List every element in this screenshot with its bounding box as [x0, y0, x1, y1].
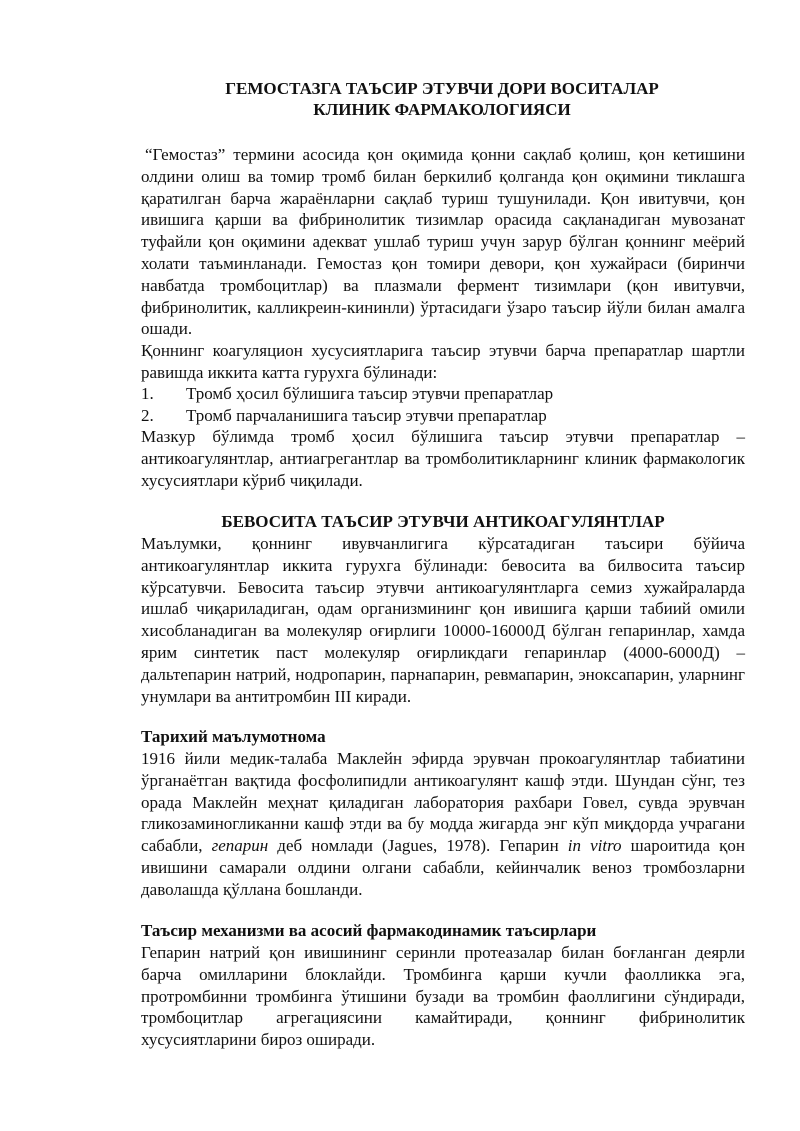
list-item-number: 1. [141, 384, 154, 403]
classification-list [141, 383, 745, 427]
document-title-line1: ГЕМОСТАЗГА ТАЪСИР ЭТУВЧИ ДОРИ ВОСИТАЛАР [225, 79, 659, 98]
history-italic-in-vitro: in vitro [567, 836, 622, 856]
section1-text: Маълумки, қоннинг ивувчанлигига кўрсатадиган таъсири бўйича антикоагулянтлар иккита гурухга бўлинади: бевосита ва билвосита таъсир кўрсатувчи. Бевосита таъсир этувчи антикоагулянтларга семиз хужайраларда ишлаб чиқариладиган, одам организмининг қон ивишига қарши табиий омили хисобланадиган ва молекуляр оғирлиги 10000-16000Д бўлган гепаринлар, хамда ярим синтетик паст молекуляр оғирликдаги гепаринлар (4000-6000Д) – дальтепарин натрий, нодропарин, парнапарин, ревмапарин, эноксапарин, уларнинг унумлари ва антитромбин III киради. [141, 534, 745, 706]
history-italic-heparin: гепарин [211, 836, 269, 856]
list-item-text: Тромб парчаланишига таъсир этувчи препаратлар [186, 405, 547, 425]
list-item [141, 383, 745, 405]
list-item-text: Тромб ҳосил бўлишига таъсир этувчи препаратлар [186, 384, 554, 403]
classification-text: Қоннинг коагуляцион хусусиятларига таъсир этувчи барча препаратлар шартли равишда иккита катта гурухга бўлинади: [141, 341, 745, 382]
history-text-part3: шароитида қон ивишини самарали олдини олгани сабабли, кейинчалик веноз тромбозларни даволашда қўллана бошланди. [141, 836, 745, 899]
section1-heading: БЕВОСИТА ТАЪСИР ЭТУВЧИ АНТИКОАГУЛЯНТЛАР [221, 512, 665, 531]
section1-paragraph [141, 533, 745, 707]
classification-paragraph [141, 340, 745, 384]
list-item-number: 2. [141, 405, 154, 425]
scope-paragraph [141, 426, 745, 491]
history-text-part2: деб номлади (Jagues, 1978). Гепарин [268, 836, 568, 856]
scope-text: Мазкур бўлимда тромб ҳосил бўлишига таъсир этувчи препаратлар – антикоагулянтлар, антиагрегантлар ва тромболитикларнинг клиник фармакологик хусусиятлари кўриб чиқилади. [141, 427, 745, 490]
history-text-part1: 1916 йили медик-талаба Маклейн эфирда эрувчан прокоагулянтлар табиатини ўрганаётган вақтида фосфолипидли антикоагулянт кашф этди. Шундан сўнг, тез орада Маклейн меҳнат қиладиган лаборатория рахбари Говел, сувда эрувчан гликозаминогликанни кашф этди ва бу модда жигарда энг кўп миқдорда учрагани сабабли, [141, 749, 745, 856]
mechanism-heading: Таъсир механизми ва асосий фармакодинамик таъсирлари [141, 921, 597, 940]
history-heading: Тарихий маълумотнома [141, 727, 326, 746]
intro-text: “Гемостаз” термини асосида қон оқимида қонни сақлаб қолиш, қон кетишини олдини олиш ва томир тромб билан беркилиб қолганда қон оқимини тиклашга қаратилган барча жараёнларни сақлаб туриш тушунилади. Қон ивитувчи, қон ивишига қарши ва фибринолитик тизимлар орасида сақланадиган мувозанат туфайли қон оқимини адекват ушлаб туриш учун зарур бўлган қоннинг меёрий холати таъминланади. Гемостаз қон томири девори, қон хужайраси (биринчи навбатда тромбоцитлар) ва плазмали фермент тизимлари (қон ивитувчи, фибринолитик, калликреин-кининли) ўртасидаги ўзаро таъсир йўли билан амалга ошади. [141, 145, 745, 339]
mechanism-text: Гепарин натрий қон ивишининг серинли протеазалар билан боғланган деярли барча омилларини блоклайди. Тромбинга қарши кучли фаолликка эга, протромбинни тромбинга ўтишини бузади ва тромбин фаоллигини сўндиради, тромбоцитлар агрегациясини камайтиради, қоннинг фибринолитик хусусиятларини бироз оширади. [141, 943, 745, 1050]
list-item [141, 405, 745, 427]
document-title-line2: КЛИНИК ФАРМАКОЛОГИЯСИ [313, 100, 571, 119]
mechanism-paragraph [141, 942, 745, 1051]
history-paragraph [141, 748, 745, 901]
intro-paragraph [141, 144, 745, 340]
